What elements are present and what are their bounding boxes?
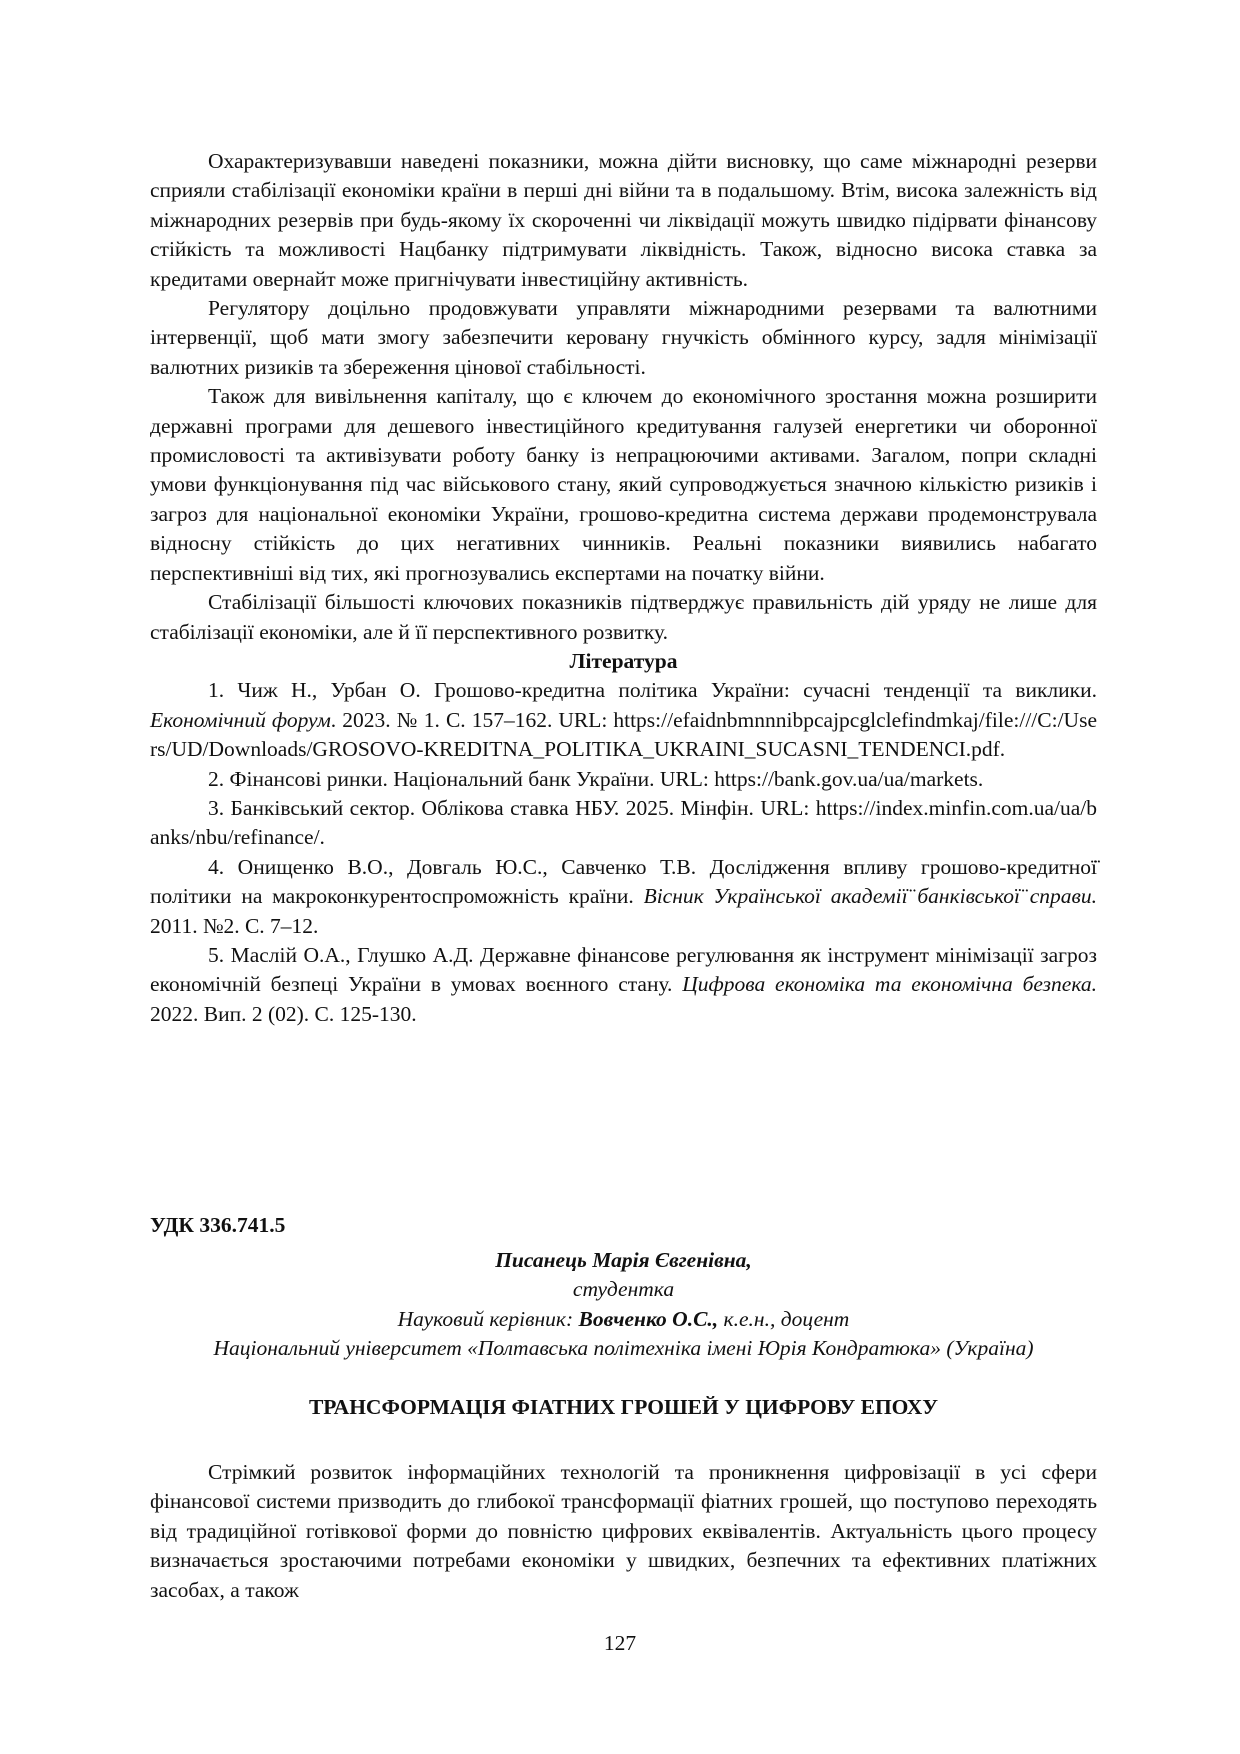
reference-item <box>150 794 1097 853</box>
reference-text: 5. Маслій О.А., Глушко А.Д. Державне фінансове регулювання як інструмент мінімізації загроз економічній безпеці України в умовах воєнного стану. <box>150 942 1097 997</box>
references-heading: Література <box>569 648 678 673</box>
body-paragraph: Охарактеризувавши наведені показники, можна дійти висновку, що саме міжнародні резерви сприяли стабілізації економіки країни в перші дні війни та в подальшому. Втім, висока залежність від міжнародних резервів при будь-якому їх скороченні чи ліквідації можуть швидко підірвати фінансову стійкість та можливості Нацбанку підтримувати ліквідність. Також, відносно висока ставка за кредитами овернайт може пригнічувати інвестиційну активність. <box>150 149 1097 291</box>
article-title: ТРАНСФОРМАЦІЯ ФІАТНИХ ГРОШЕЙ У ЦИФРОВУ ЕПОХУ <box>308 1395 939 1419</box>
reference-item <box>150 676 1097 764</box>
reference-item <box>150 765 1097 794</box>
author-block <box>150 1246 1097 1364</box>
body-paragraph: Також для вивільнення капіталу, що є ключем до економічного зростання можна розширити державні програми для дешевого інвестиційного кредитування галузей енергетики чи оборонної промисловості та активізувати роботу банку із непрацюючими активами. Загалом, попри складні умови функціонування під час військового стану, який супроводжується значною кількістю ризиків і загроз для національної економіки України, грошово-кредитна система держави продемонструвала відносну стійкість до цих негативних чинників. Реальні показники виявились набагато перспективніші від тих, які прогнозувались експертами на початку війни. <box>150 384 1097 585</box>
supervisor-line <box>150 1305 1097 1334</box>
page-number: 127 <box>603 1631 637 1655</box>
body-paragraph: Стабілізації більшості ключових показників підтверджує правильність дій уряду не лише для стабілізації економіки, але й її перспективного розвитку. <box>150 590 1097 644</box>
reference-item <box>150 941 1097 1029</box>
reference-text: 3. Банківський сектор. Облікова ставка НБУ. 2025. Мінфін. URL: https://index.minfin.com.ua/ua/banks/nbu/refinance/. <box>150 795 1097 850</box>
supervisor-degree: к.е.н., доцент <box>718 1306 850 1331</box>
article-body <box>150 1458 1097 1605</box>
top-body <box>150 147 1097 1029</box>
author-position: студентка <box>572 1277 675 1302</box>
udc-code: УДК 336.741.5 <box>150 1213 286 1237</box>
body-paragraph: Стрімкий розвиток інформаційних технологій та проникнення цифровізації в усі сфери фінансової системи призводить до глибокої трансформації фіатних грошей, що поступово переходять від традиційної готівкової форми до повністю цифрових еквівалентів. Актуальність цього процесу визначається зростаючими потребами економіки у швидких, безпечних та ефективних платіжних засобах, а також <box>150 1460 1097 1602</box>
author-name: Писанець Марія Євгенівна, <box>495 1248 752 1272</box>
reference-text: 2011. №2. С. 7–12. <box>150 913 319 938</box>
reference-text: 2. Фінансові ринки. Національний банк України. URL: https://bank.gov.ua/ua/markets. <box>208 766 984 791</box>
reference-text: 1. Чиж Н., Урбан О. Грошово-кредитна політика України: сучасні тенденції та виклики. <box>208 678 1097 703</box>
reference-item <box>150 853 1097 941</box>
reference-source: Цифрова економіка та економічна безпека. <box>682 972 1097 997</box>
author-affiliation: Національний університет «Полтавська політехніка імені Юрія Кондратюка» (Україна) <box>213 1336 1034 1361</box>
supervisor-prefix: Науковий керівник: <box>397 1306 579 1331</box>
body-paragraph: Регулятору доцільно продовжувати управляти міжнародними резервами та валютними інтервенції, щоб мати змогу забезпечити керовану гнучкість обмінного курсу, задля мінімізації валютних ризиків та збереження цінової стабільності. <box>150 296 1097 379</box>
reference-source: Вісник Української академії̈ банківської̈ справи. <box>643 884 1097 909</box>
reference-text: 4. Онищенко В.О., Довгаль Ю.С., Савченко Т.В. Дослідження впливу грошово-кредитної̈ політики на макроконкурентоспроможність країни. <box>150 854 1097 909</box>
supervisor-name: Вовченко О.С., <box>578 1306 719 1331</box>
reference-source: Економічний форум <box>150 707 331 732</box>
reference-text: 2022. Вип. 2 (02). С. 125-130. <box>150 1001 417 1026</box>
reference-text: . 2023. № 1. С. 157–162. URL: https://efaidnbmnnnibpcajpcglclefindmkaj/file:///C:/Users/UD/Downloads/GROSOVO-KREDITNA_POLITIKA_UKRAINI_SUCASNI_TENDENCI.pdf. <box>150 707 1097 762</box>
